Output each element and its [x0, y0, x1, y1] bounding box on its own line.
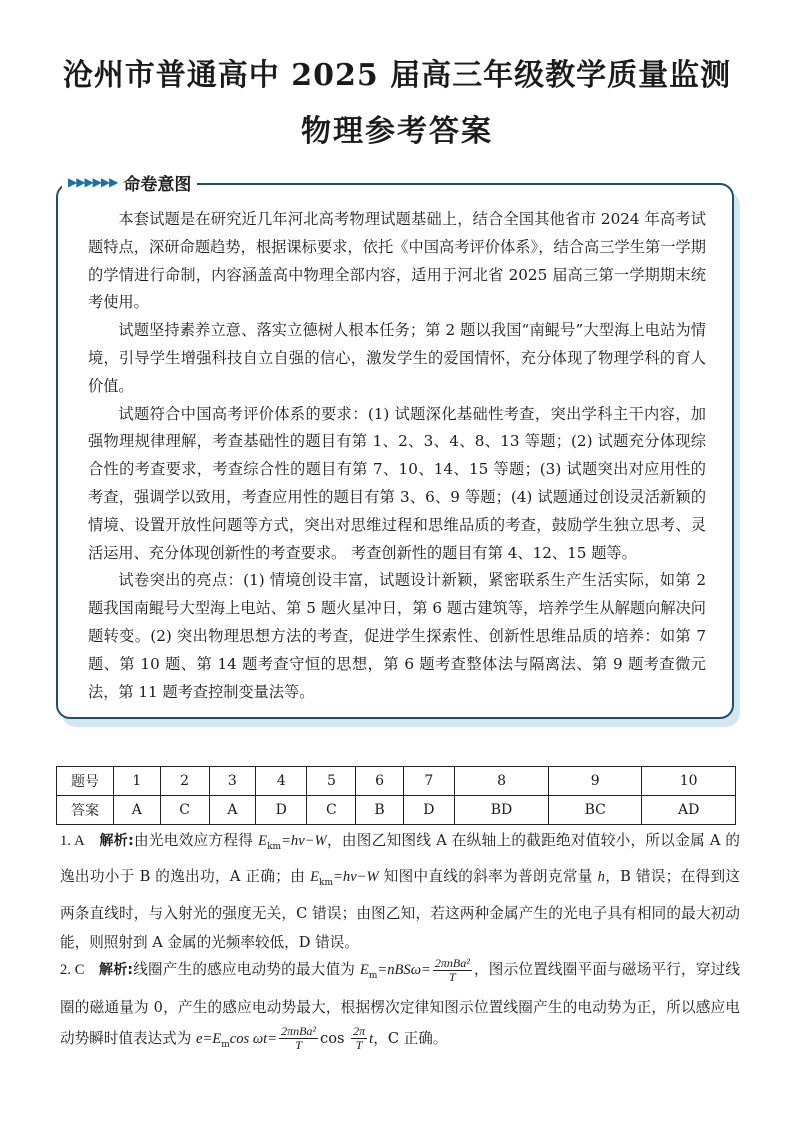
- solution-number: 2. C: [60, 962, 85, 978]
- answer-table: [56, 766, 736, 825]
- page-subtitle: 物理参考答案: [301, 114, 493, 149]
- equation: =hν−W: [281, 833, 327, 849]
- equation: =hν−W: [333, 869, 379, 886]
- table-row-label: 题号: [57, 767, 114, 796]
- table-row-label: 答案: [57, 796, 114, 825]
- equation: =nBSω=: [377, 962, 431, 978]
- question-number: 5: [307, 767, 356, 796]
- solution-text: 知图中直线的斜率为普朗克常量: [378, 868, 598, 886]
- solution-2: [60, 954, 740, 1061]
- solution-key: 解析:: [99, 833, 134, 849]
- equation-subscript: km: [319, 878, 334, 889]
- equation-subscript: m: [368, 970, 378, 981]
- question-number: 8: [454, 767, 548, 796]
- solution-text: 由光电效应方程得: [133, 832, 259, 849]
- solution-text: ，由图乙知图线 A 在纵轴上的截距绝对值较小，所以金属 A 的逸出功小于 B 的逸出功，A 正确；由: [60, 832, 741, 886]
- answer-cell: B: [356, 796, 403, 825]
- intent-paragraph: 本套试题是在研究近几年河北高考物理试题基础上，结合全国其他省市 2024 年高考试题特点，深研命题趋势，根据课标要求，依托《中国高考评价体系》，结合高三学生第一学期的学情进行命制，内容涵盖高中物理全部内容，适用于河北省 2025 届高三第一学期期末统考使用。: [88, 210, 706, 312]
- solution-text: 线圈产生的感应电动势的最大值为: [133, 961, 360, 978]
- equation: E: [310, 869, 320, 886]
- fraction-denominator: T: [355, 1038, 363, 1053]
- intent-box-header: [62, 171, 197, 193]
- answer-cell: C: [307, 796, 356, 825]
- equation: E: [359, 962, 369, 978]
- equation-subscript: km: [267, 841, 282, 852]
- fraction-numerator: 2π: [353, 1024, 366, 1039]
- intent-paragraph: 试卷突出的亮点：(1) 情境创设丰富，试题设计新颖，紧密联系生产生活实际，如第 2 题我国南鲲号大型海上电站、第 5 题火星冲日，第 6 题古建筑等，培养学生从解题向解决问题转变。(2) 突出物理思想方法的考查，促进学生探索性、创新性思维品质的培养：如第 7 题、第 10 题、第 14 题考查守恒的思想，第 6 题考查整体法与隔离法、第 9 题考查微元法，第 11 题考查控制变量法等。: [88, 571, 706, 701]
- question-number: 7: [403, 767, 454, 796]
- question-number: 10: [642, 767, 736, 796]
- question-number: 6: [356, 767, 403, 796]
- solution-1: [60, 826, 740, 958]
- fraction-numerator: 2πnBa²: [281, 1024, 317, 1039]
- answer-cell: AD: [642, 796, 736, 825]
- answer-cell: BD: [454, 796, 548, 825]
- equation: cos ωt=: [229, 1030, 278, 1047]
- fraction: [351, 1025, 367, 1052]
- question-number: 4: [256, 767, 307, 796]
- arrow-decoration-icon: ▶▶▶▶▶▶: [68, 175, 118, 189]
- solution-number: 1. A: [60, 833, 85, 849]
- equation: h: [597, 869, 605, 886]
- answer-cell: A: [114, 796, 161, 825]
- answer-cell: D: [403, 796, 454, 825]
- equation-subscript: m: [221, 1039, 230, 1050]
- question-number: 3: [209, 767, 256, 796]
- solution-text: ，C 正确。: [373, 1029, 448, 1047]
- fraction-denominator: T: [449, 969, 456, 984]
- equation: t: [369, 1030, 374, 1047]
- solution-text: ，B 错误；在得到这两条直线时，与入射光的强度无关，C 错误；由图乙知，若这两种金属产生的光电子具有相同的最大初动能，则照射到 A 金属的光频率较低，D 错误。: [60, 868, 740, 952]
- question-number: 9: [549, 767, 642, 796]
- solution-key: 解析:: [99, 962, 134, 978]
- intent-box-title: 命卷意图: [123, 174, 192, 195]
- fraction: [433, 957, 472, 984]
- answer-cell: A: [209, 796, 256, 825]
- equation: e=E: [195, 1030, 222, 1047]
- answer-cell: D: [256, 796, 307, 825]
- answer-cell: C: [160, 796, 209, 825]
- intent-paragraph: 试题坚持素养立意、落实立德树人根本任务；第 2 题以我国“南鲲号”大型海上电站为情境，引导学生增强科技自立自强的信心，激发学生的爱国情怀，充分体现了物理学科的育人价值。: [88, 321, 706, 395]
- fraction-numerator: 2πnBa²: [434, 955, 470, 970]
- question-number: 1: [114, 767, 161, 796]
- fraction-denominator: T: [295, 1038, 302, 1053]
- page-title: 沧州市普通高中 2025 届高三年级教学质量监测: [62, 58, 732, 93]
- equation: E: [258, 833, 268, 849]
- intent-box-body: [88, 206, 706, 706]
- table-row: [57, 767, 736, 796]
- fraction: [279, 1025, 318, 1052]
- equation: cos: [320, 1029, 350, 1047]
- question-number: 2: [160, 767, 209, 796]
- table-row: [57, 796, 736, 825]
- intent-paragraph: 试题符合中国高考评价体系的要求：(1) 试题深化基础性考查，突出学科主干内容，加强物理规律理解，考查基础性的题目有第 1、2、3、4、8、13 等题；(2) 试题充分体现综合性的考查要求，考查综合性的题目有第 7、10、14、15 等题；(3) 试题突出对应用性的考查，强调学以致用，考查应用性的题目有第 3、6、9 等题；(4) 试题通过创设灵活新颖的情境、设置开放性问题等方式，突出对思维过程和思维品质的考查，鼓励学生独立思考、灵活运用、充分体现创新性的考查要求。 考查创新性的题目有第 4、12、15 题等。: [88, 404, 706, 562]
- solution-text: ，图示位置线圈平面与磁场平行，穿过线圈的磁通量为 0，产生的感应电动势最大，根据楞次定律知图示位置线圈产生的电动势为正，所以感应电动势瞬时值表达式为: [60, 961, 741, 1047]
- answer-cell: BC: [549, 796, 642, 825]
